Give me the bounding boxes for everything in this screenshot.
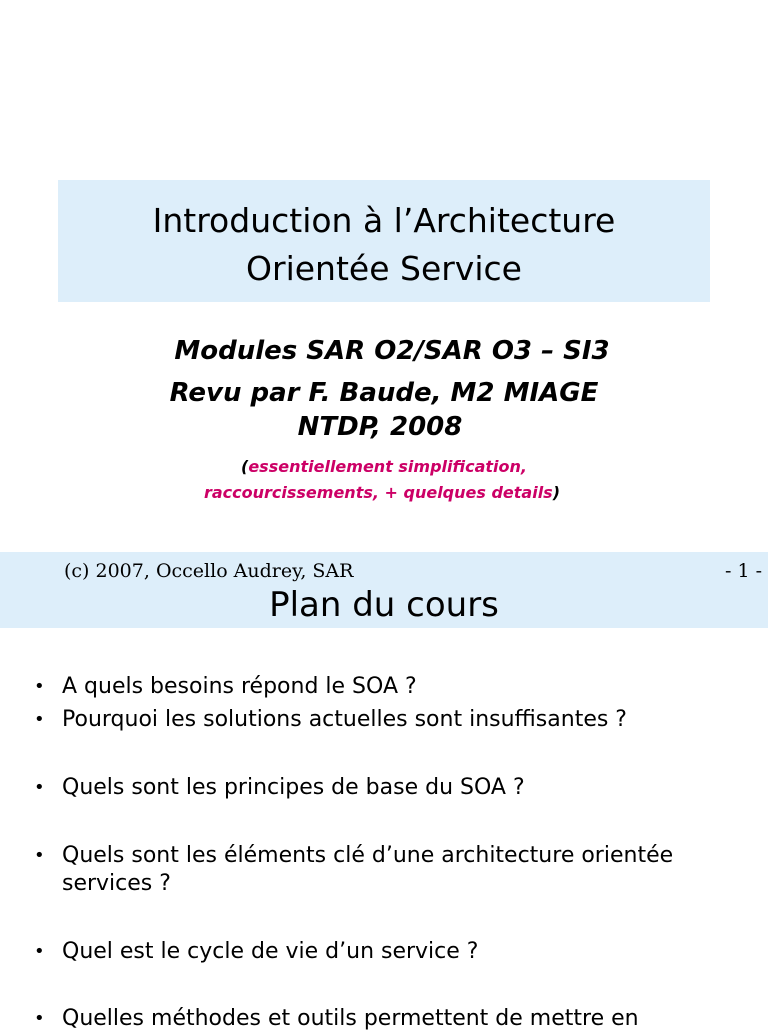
slide1-footer-page-number: - 1 -: [724, 560, 762, 582]
list-item-text: Quelles méthodes et outils permettent de mettre en: [62, 1006, 639, 1031]
list-item: [34, 774, 744, 802]
list-item: [34, 1005, 744, 1033]
slide-title-line-2: Orientée Service: [246, 249, 522, 288]
list-item: [34, 706, 744, 734]
revision-note-line-1: [0, 454, 768, 480]
revision-note-line-2: [0, 480, 766, 506]
subtitle-modules: Modules SAR O2/SAR O3 – SI3: [174, 336, 610, 366]
bullet-icon: •: [34, 676, 45, 697]
note-text-2: raccourcissements, + quelques details: [203, 483, 553, 502]
plan-title: Plan du cours: [0, 582, 768, 628]
slide2-header: [0, 552, 768, 628]
subtitle-year: NTDP, 2008: [297, 412, 463, 442]
list-item: [34, 938, 744, 966]
note-close-paren: ): [552, 483, 561, 502]
title-box: [58, 180, 710, 302]
note-text-1: essentiellement simplification,: [248, 457, 527, 476]
list-item-text: A quels besoins répond le SOA ?: [62, 674, 417, 699]
list-item-text: Quels sont les principes de base du SOA ?: [62, 775, 525, 800]
bullet-icon: •: [34, 845, 45, 866]
list-item: [34, 842, 744, 898]
list-item: [34, 673, 744, 701]
bullet-icon: •: [34, 1008, 45, 1029]
list-item-text: Quel est le cycle de vie d’un service ?: [62, 939, 479, 964]
note-open-paren: (: [241, 457, 249, 476]
bullet-icon: •: [34, 709, 45, 730]
slide1-footer-copyright: (c) 2007, Occello Audrey, SAR: [64, 560, 354, 582]
slide-title-line-1: Introduction à l’Architecture: [152, 201, 616, 240]
list-item-text: Quels sont les éléments clé d’une architecture orientée services ?: [62, 843, 674, 896]
bullet-icon: •: [34, 777, 45, 798]
subtitle-reviewer: Revu par F. Baude, M2 MIAGE: [169, 378, 599, 408]
list-item-text: Pourquoi les solutions actuelles sont insuffisantes ?: [62, 707, 627, 732]
bullet-icon: •: [34, 941, 45, 962]
